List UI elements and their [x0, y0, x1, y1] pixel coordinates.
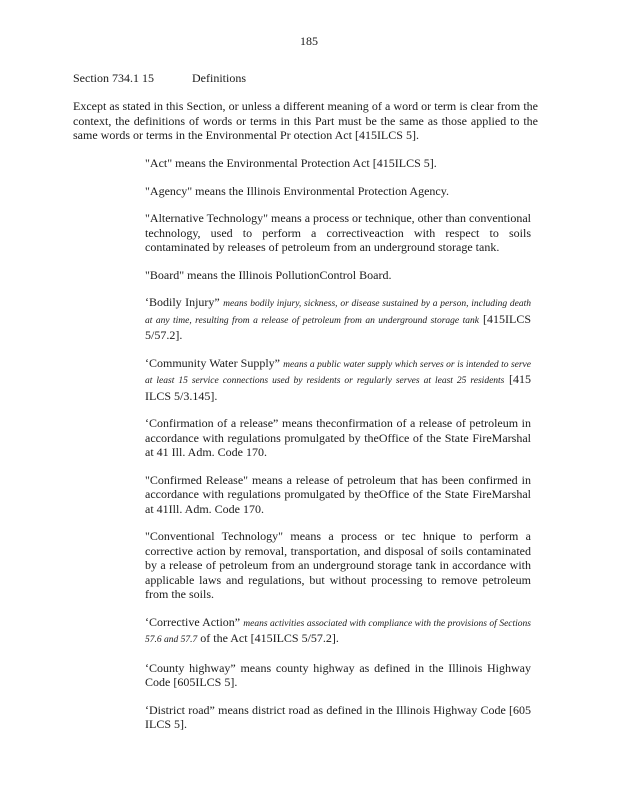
definition-body: means the Environmental Protection Act [415ILCS 5].: [172, 156, 437, 170]
definition-term: ‘District road”: [145, 702, 215, 717]
definition-term: "Board": [145, 267, 185, 282]
definition-term: ‘Bodily Injury”: [145, 295, 220, 309]
definition-italic-text: means a public water supply which serves or is intended to serve at least 15 service connections used by residents or regularly serves at least 25 residents: [145, 359, 531, 386]
definition-term: ‘County highway”: [145, 660, 236, 675]
definition-entry: [145, 473, 531, 517]
section-number: Section 734.1 15: [73, 71, 154, 85]
definition-body: means theconfirmation of a release of petroleum in accordance with regulations promulgated by theOffice of the State FireMarshal at 41 Ill. Adm. Code 170.: [145, 416, 532, 459]
definition-entry: [145, 211, 531, 255]
definition-term: ‘Corrective Action”: [145, 614, 241, 629]
definition-term: "Act": [145, 156, 173, 170]
definition-entry: [145, 156, 531, 171]
definition-body: means county highway as defined in the Illinois Highway Code [605ILCS 5].: [145, 660, 531, 689]
definition-entry: [145, 529, 531, 602]
definition-body: means the Illinois PollutionControl Board.: [184, 267, 392, 282]
definition-entry: [145, 184, 531, 199]
definition-citation: [415ILCS 5/57.2].: [145, 311, 531, 342]
definition-body: means the Illinois Environmental Protection Agency.: [192, 183, 449, 198]
section-heading: [73, 71, 246, 86]
definition-body: means a process or technique, other than conventional technology, used to perform a correctiveaction with respect to soils contaminated by releases of petroleum from an underground storage tank.: [145, 211, 531, 254]
definition-citation: of the Act [415ILCS 5/57.2].: [197, 631, 339, 645]
definition-term: "Confirmed Release": [145, 472, 249, 487]
definition-entry: [145, 268, 531, 283]
definition-italic-text: means activities associated with compliance with the provisions of Sections 57.6 and 57.7: [145, 618, 532, 645]
definition-entry: [145, 295, 531, 343]
definition-entry: [145, 356, 531, 404]
page-number: 185: [300, 34, 318, 48]
definition-citation: [415 ILCS 5/3.145].: [145, 372, 531, 403]
definition-term: "Alternative Technology": [145, 211, 269, 225]
section-title: Definitions: [192, 71, 246, 85]
definition-body: means a process or tec hnique to perform a corrective action by removal, transportation, and disposal of soils contaminated by a release of petroleum from an underground storage tank in accordance with applicable laws and regulations, but without processing to remove petroleum from the soils.: [145, 529, 532, 601]
definitions-list: [145, 156, 531, 745]
definition-entry: [145, 615, 531, 648]
definition-body: means district road as defined in the Illinois Highway Code [605 ILCS 5].: [145, 702, 531, 731]
definition-body: means a release of petroleum that has been confirmed in accordance with regulations promulgated by theOffice of the State FireMarshal at 41Ill. Adm. Code 170.: [145, 472, 531, 516]
definition-italic-text: means bodily injury, sickness, or disease sustained by a person, including death at any time, resulting from a release of petroleum from an underground storage tank: [145, 299, 531, 326]
definition-entry: [145, 416, 531, 460]
definition-term: ‘Confirmation of a release”: [145, 416, 279, 430]
definition-entry: [145, 661, 531, 690]
intro-paragraph: Except as stated in this Section, or unless a different meaning of a word or term is clear from the context, the definitions of words or terms in this Part must be the same as those applied to the same words or terms in the Environmental Pr otection Act [415ILCS 5].: [73, 99, 538, 142]
definition-term: ‘Community Water Supply”: [145, 355, 281, 370]
definition-entry: [145, 703, 531, 732]
definition-term: "Conventional Technology": [145, 529, 284, 543]
definition-term: "Agency": [145, 183, 193, 198]
